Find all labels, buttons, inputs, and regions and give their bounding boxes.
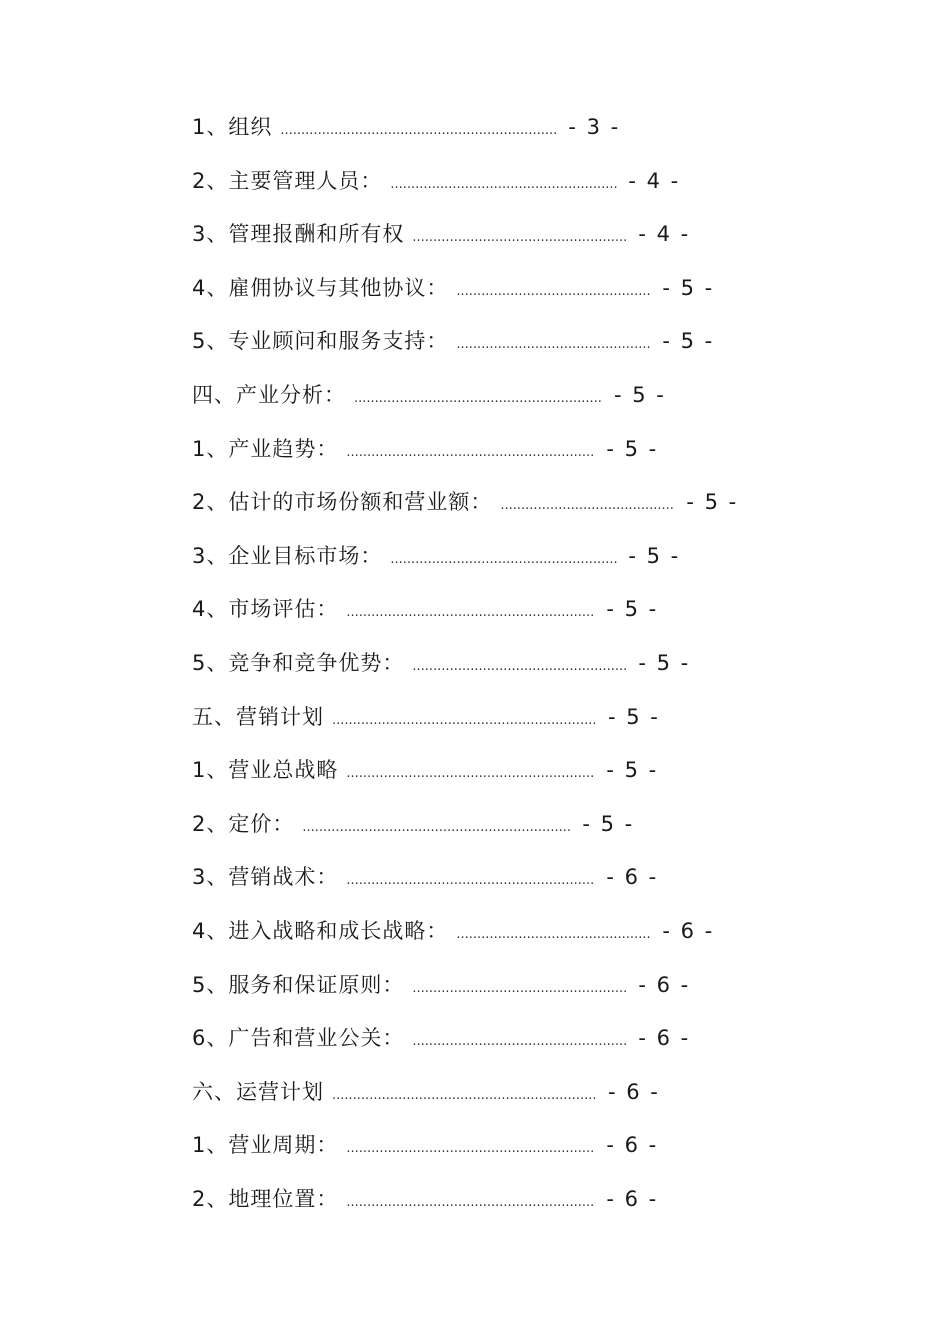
toc-entry-page: - 5 -: [608, 704, 660, 729]
toc-entry-page: - 6 -: [638, 972, 691, 997]
toc-entry[interactable]: [192, 262, 832, 316]
toc-entry[interactable]: [192, 959, 832, 1013]
toc-entry-page: - 4 -: [628, 168, 681, 193]
toc-leader-dots: ............................................................: [346, 766, 595, 782]
toc-entry-label: 2、地理位置：: [192, 1186, 339, 1211]
toc-leader-dots: ...............................................: [456, 337, 651, 353]
toc-entry-label: 6、广告和营业公关：: [192, 1026, 405, 1051]
toc-entry[interactable]: [192, 583, 832, 637]
toc-entry-page: - 3 -: [568, 115, 621, 139]
toc-entry-page: - 6 -: [606, 865, 659, 890]
toc-entry-page: - 5 -: [628, 543, 681, 568]
toc-leader-dots: ............................................................: [346, 444, 595, 460]
toc-entry-page: - 6 -: [638, 1026, 691, 1051]
toc-leader-dots: ............................................................: [346, 605, 595, 621]
toc-entry[interactable]: [192, 744, 832, 798]
toc-entry-page: - 5 -: [686, 490, 739, 515]
toc-entry-label: 4、雇佣协议与其他协议：: [192, 275, 449, 300]
toc-entry[interactable]: [192, 101, 832, 155]
toc-entry[interactable]: [192, 1119, 832, 1173]
toc-entry[interactable]: [192, 423, 832, 477]
toc-entry[interactable]: [192, 905, 832, 959]
toc-entry-page: - 6 -: [662, 918, 715, 943]
toc-entry[interactable]: [192, 476, 832, 530]
toc-entry-label: 5、专业顾问和服务支持：: [192, 329, 449, 354]
toc-entry-page: - 5 -: [582, 811, 635, 836]
toc-entry-page: - 5 -: [606, 436, 659, 461]
toc-entry[interactable]: [192, 208, 832, 262]
toc-entry[interactable]: [192, 798, 832, 852]
toc-leader-dots: .......................................................: [390, 551, 618, 567]
toc-entry[interactable]: [192, 1066, 832, 1120]
toc-leader-dots: ................................................................: [332, 712, 597, 728]
toc-entry-label: 3、营销战术：: [192, 865, 339, 890]
toc-leader-dots: .................................................................: [302, 819, 571, 835]
toc-entry-page: - 6 -: [606, 1186, 659, 1211]
toc-entry-label: 4、进入战略和成长战略：: [192, 918, 449, 943]
toc-entry[interactable]: [192, 155, 832, 209]
toc-entry-label: 3、企业目标市场：: [192, 543, 383, 568]
table-of-contents: [192, 101, 832, 1226]
toc-entry-page: - 6 -: [606, 1133, 659, 1158]
toc-leader-dots: ....................................................: [412, 980, 628, 996]
toc-entry-page: - 5 -: [614, 382, 666, 407]
toc-leader-dots: ...................................................................: [280, 123, 558, 138]
toc-leader-dots: ...............................................: [456, 926, 651, 942]
toc-entry-label: 1、营业总战略: [192, 758, 339, 783]
toc-entry-label: 1、营业周期：: [192, 1133, 339, 1158]
toc-entry-label: 2、估计的市场份额和营业额：: [192, 490, 493, 515]
toc-entry-page: - 6 -: [608, 1079, 660, 1104]
toc-entry[interactable]: [192, 369, 832, 423]
toc-entry[interactable]: [192, 851, 832, 905]
toc-entry-label: 2、定价：: [192, 811, 295, 836]
toc-entry-page: - 5 -: [606, 597, 659, 622]
toc-leader-dots: ....................................................: [412, 658, 628, 674]
toc-leader-dots: ....................................................: [412, 1034, 628, 1050]
toc-entry-label: 5、竞争和竞争优势：: [192, 650, 405, 675]
toc-entry[interactable]: [192, 315, 832, 369]
toc-entry-label: 四、产业分析：: [192, 382, 346, 407]
toc-entry-label: 五、营销计划: [192, 704, 324, 729]
toc-entry-page: - 5 -: [662, 329, 715, 354]
toc-entry-page: - 4 -: [638, 222, 691, 247]
toc-leader-dots: ............................................................: [346, 873, 595, 889]
toc-leader-dots: ............................................................: [354, 390, 602, 406]
toc-entry-label: 3、管理报酬和所有权: [192, 222, 405, 247]
toc-entry-label: 1、产业趋势：: [192, 436, 339, 461]
toc-leader-dots: ............................................................: [346, 1141, 595, 1157]
toc-entry[interactable]: [192, 637, 832, 691]
toc-entry[interactable]: [192, 530, 832, 584]
toc-entry-label: 六、运营计划: [192, 1079, 324, 1104]
toc-leader-dots: .......................................................: [390, 176, 618, 192]
toc-entry-page: - 5 -: [638, 650, 691, 675]
toc-leader-dots: ............................................................: [346, 1194, 595, 1210]
toc-entry-page: - 5 -: [662, 275, 715, 300]
toc-entry-label: 1、组织: [192, 115, 273, 139]
toc-entry[interactable]: [192, 1012, 832, 1066]
toc-entry-label: 5、服务和保证原则：: [192, 972, 405, 997]
toc-leader-dots: ..........................................: [500, 498, 674, 514]
toc-leader-dots: ....................................................: [412, 230, 628, 246]
toc-entry[interactable]: [192, 691, 832, 745]
toc-leader-dots: ................................................................: [332, 1087, 597, 1103]
toc-entry-label: 2、主要管理人员：: [192, 168, 383, 193]
toc-entry-label: 4、市场评估：: [192, 597, 339, 622]
toc-entry[interactable]: [192, 1173, 832, 1227]
toc-leader-dots: ...............................................: [456, 283, 651, 299]
toc-entry-page: - 5 -: [606, 758, 659, 783]
